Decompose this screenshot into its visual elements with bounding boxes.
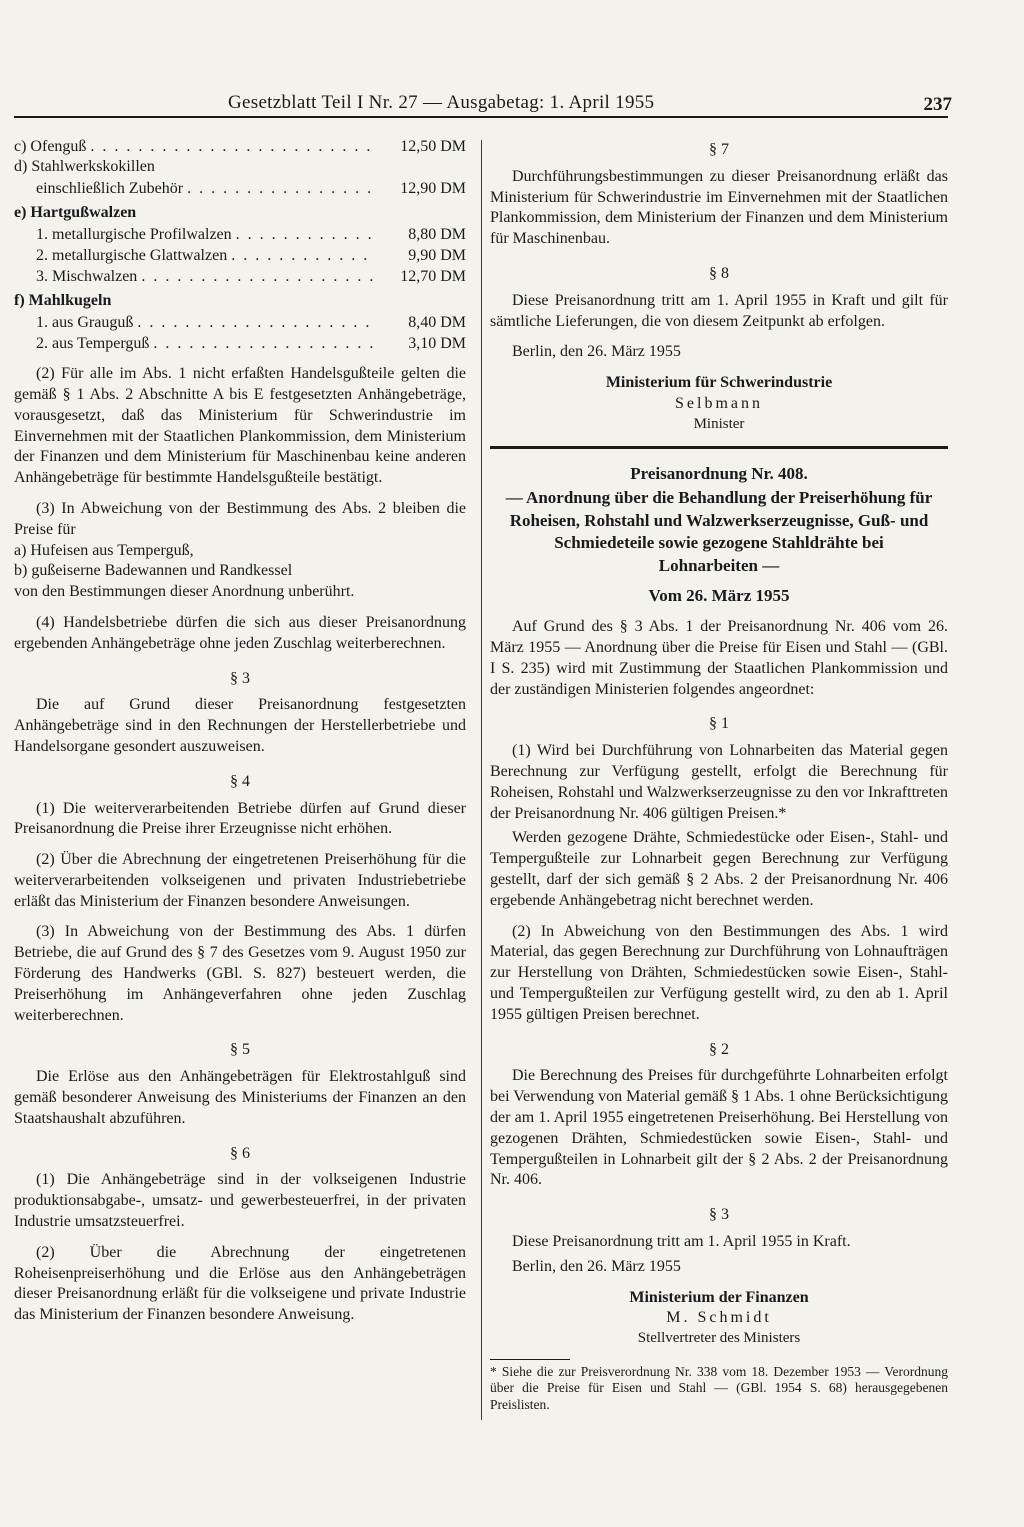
price-value: 12,70 DM [400, 268, 466, 286]
paragraph: (4) Handelsbetriebe dürfen die sich aus dieser Preisanordnung ergebenden Anhängebeträge ohne jeden Zuschlag weiterberechnen. [14, 613, 466, 652]
signer-name: M. Schmidt [666, 1309, 772, 1327]
ordinance-date: Vom 26. März 1955 [648, 586, 790, 606]
paragraph: (2) Für alle im Abs. 1 nicht erfaßten Handelsgußteile gelten die gemäß § 1 Abs. 2 Abschnitte A bis E festgesetzten Anhängebeträge, vorausgesetzt, daß das Ministerium für Schwerindustrie im Einvernehmen mit der Staatlichen Plankommission, dem Ministerium der Finanzen und dem Ministerium für Maschinenbau keine anderen Anhängebeträge für bestimmte Handelsgußteile bestätigt. [14, 365, 466, 487]
page-number: 237 [923, 94, 952, 115]
price-label: 3. Mischwalzen [36, 268, 138, 286]
leader-dots [236, 224, 376, 245]
price-row [14, 245, 466, 266]
paragraph: (2) Über die Abrechnung der eingetretenen Preiserhöhung für die weiterverarbeitenden volkseigenen und privaten Industriebetriebe erläßt das Ministerium der Finanzen besondere Anweisungen. [14, 851, 466, 910]
price-value: 8,40 DM [408, 313, 466, 331]
section-heading: § 1 [709, 715, 729, 733]
right-column [490, 136, 948, 1414]
price-label: 2. metallurgische Glattwalzen [36, 246, 228, 264]
leader-dots [137, 312, 376, 333]
leader-dots [153, 333, 376, 354]
left-column [14, 136, 466, 1326]
price-row [14, 266, 466, 287]
page-header [14, 86, 952, 118]
price-value: 3,10 DM [408, 335, 466, 353]
price-row [14, 136, 466, 157]
paragraph: Werden gezogene Drähte, Schmiedestücke oder Eisen-, Stahl- und Tempergußteile zur Lohnarbeit gegen Berechnung zur Verfügung gestellt, darf der sich gemäß § 2 Abs. 2 der Preisanordnung Nr. 406 ergebende Anhängebetrag nicht berechnet werden. [490, 829, 948, 909]
price-group-heading: e) Hartgußwalzen [14, 204, 137, 222]
paragraph: (1) Die Anhängebeträge sind in der volkseigenen Industrie produktionsabgabe-, umsatz- und gewerbesteuerfrei, in der privaten Industrie umsatzsteuerfrei. [14, 1171, 466, 1231]
section-heading: § 5 [230, 1041, 250, 1059]
section-heading: § 4 [230, 772, 250, 790]
paragraph: Die auf Grund dieser Preisanordnung festgesetzten Anhängebeträge sind in den Rechnungen der Herstellerbetriebe und Handelsorgane gesondert auszuweisen. [14, 696, 466, 755]
price-row [14, 312, 466, 333]
paragraph: Auf Grund des § 3 Abs. 1 der Preisanordnung Nr. 406 vom 26. März 1955 — Anordnung über die Preise für Eisen und Stahl — (GBl. I S. 235) wird mit Zustimmung der Staatlichen Plankommission und der zuständigen Ministerien folgendes angeordnet: [490, 618, 948, 698]
signer-role: Minister [693, 415, 745, 432]
signer-role: Stellvertreter des Ministers [637, 1330, 801, 1347]
paragraph: (3) In Abweichung von der Bestimmung des Abs. 1 dürfen Betriebe, die auf Grund des § 7 des Gesetzes vom 9. August 1950 zur Förderung des Handwerks (GBl. S. 827) besteuert werden, die Preiserhöhung im Anhängeverfahren ohne jeden Zuschlag weiterberechnen. [14, 923, 466, 1024]
paragraph: von den Bestimmungen dieser Anordnung unberührt. [14, 583, 355, 601]
paragraph: (2) Über die Abrechnung der eingetretenen Roheisenpreiserhöhung und die Erlöse aus den Anhängebeträgen dieser Preisanordnung erläßt für die volkseigene und private Industrie das Ministerium der Finanzen besondere Anweisung. [14, 1243, 466, 1324]
ordinance-title: Preisanordnung Nr. 408. [630, 464, 808, 484]
footnote-rule [490, 1359, 570, 1360]
paragraph: (1) Wird bei Durchführung von Lohnarbeiten das Material gegen Berechnung zur Verfügung gestellt, erfolgt die Berechnung für Roheisen, Rohstahl und Walzwerkserzeugnisse zu den vor Inkrafttreten der Preisanordnung Nr. 406 gültigen Preisen.* [490, 742, 948, 822]
column-divider [481, 140, 482, 1420]
ordinance-subtitle: — Anordnung über die Behandlung der Preiserhöhung für Roheisen, Rohstahl und Walzwerkserzeugnisse, Guß- und Schmiedeteile sowie gezogene Stahldrähte bei Lohnarbeiten — [505, 488, 933, 575]
paragraph: Die Berechnung des Preises für durchgeführte Lohnarbeiten erfolgt bei Verwendung von Material gemäß § 1 Abs. 1 ohne Berücksichtigung der am 1. April 1955 eingetretenen Preiserhöhung. Bei Herstellung von gezogenen Drähten, Schmiedestücken sowie Eisen-, Stahl- und Tempergußteilen in Lohnarbeit gilt der § 2 Abs. 2 der Preisanordnung Nr. 406. [490, 1067, 948, 1189]
section-heading: § 7 [709, 141, 729, 158]
ministry-name: Ministerium für Schwerindustrie [605, 374, 833, 392]
section-heading: § 3 [709, 1206, 729, 1224]
price-label: 1. aus Grauguß [36, 313, 134, 331]
list-item: a) Hufeisen aus Temperguß, [14, 541, 194, 559]
place-date: Berlin, den 26. März 1955 [512, 343, 681, 361]
price-list [14, 136, 466, 354]
leader-dots [187, 178, 376, 199]
leader-dots [231, 245, 376, 266]
price-value: 9,90 DM [408, 246, 466, 264]
list-item: b) gußeiserne Badewannen und Randkessel [14, 562, 293, 580]
price-label: c) Ofenguß [14, 138, 87, 155]
place-date: Berlin, den 26. März 1955 [512, 1257, 681, 1275]
paragraph: Diese Preisanordnung tritt am 1. April 1955 in Kraft. [512, 1232, 851, 1250]
paragraph: (1) Die weiterverarbeitenden Betriebe dürfen auf Grund dieser Preisanordnung die Preise ihrer Erzeugnisse nicht erhöhen. [14, 799, 466, 838]
paragraph: Die Erlöse aus den Anhängebeträgen für Elektrostahlguß sind gemäß besonderer Anweisung des Ministeriums der Finanzen an den Staatshaushalt abzuführen. [14, 1068, 466, 1127]
signer-name: Selbmann [675, 394, 763, 412]
price-value: 12,50 DM [400, 138, 466, 155]
price-row [14, 178, 466, 199]
price-value: 8,80 DM [408, 225, 466, 243]
leader-dots [141, 266, 376, 287]
price-label: 1. metallurgische Profilwalzen [36, 225, 232, 243]
price-value: 12,90 DM [400, 179, 466, 197]
section-heading: § 2 [709, 1040, 729, 1058]
leader-dots [90, 136, 376, 157]
paragraph: Durchführungsbestimmungen zu dieser Preisanordnung erläßt das Ministerium für Schwerindustrie im Einvernehmen mit der Staatlichen Plankommission, dem Ministerium der Finanzen und dem Ministerium für Maschinenbau. [490, 167, 948, 248]
section-heading: § 8 [709, 264, 729, 282]
paragraph: Diese Preisanordnung tritt am 1. April 1955 in Kraft und gilt für sämtliche Lieferungen, die von diesem Zeitpunkt ab erfolgen. [490, 291, 948, 330]
price-label: 2. aus Temperguß [36, 335, 150, 353]
footnote: * Siehe die zur Preisverordnung Nr. 338 vom 18. Dezember 1953 — Verordnung über die Preise für Eisen und Stahl — (GBl. 1954 S. 68) herausgegebenen Preislisten. [490, 1363, 948, 1413]
ministry-name: Ministerium der Finanzen [629, 1288, 809, 1306]
section-heading: § 3 [230, 669, 250, 687]
paragraph: (2) In Abweichung von den Bestimmungen des Abs. 1 wird Material, das gegen Berechnung zur Durchführung von Lohnaufträgen zur Herstellung von Drähten, Schmiedestücken sowie Eisen-, Stahl- und Tempergußteilen zur Verfügung gestellt wird, zu den ab 1. April 1955 gültigen Preisen berechnet. [490, 922, 948, 1023]
section-rule [490, 446, 948, 449]
price-label: einschließlich Zubehör [36, 179, 184, 197]
section-heading: § 6 [230, 1144, 250, 1162]
price-row [14, 224, 466, 245]
paragraph: (3) In Abweichung von der Bestimmung des Abs. 2 bleiben die Preise für [14, 499, 466, 538]
header-title: Gesetzblatt Teil I Nr. 27 — Ausgabetag: 1. April 1955 [228, 92, 655, 113]
price-group-heading: f) Mahlkugeln [14, 292, 112, 310]
price-row [14, 333, 466, 354]
price-label: d) Stahlwerkskokillen [14, 158, 155, 176]
